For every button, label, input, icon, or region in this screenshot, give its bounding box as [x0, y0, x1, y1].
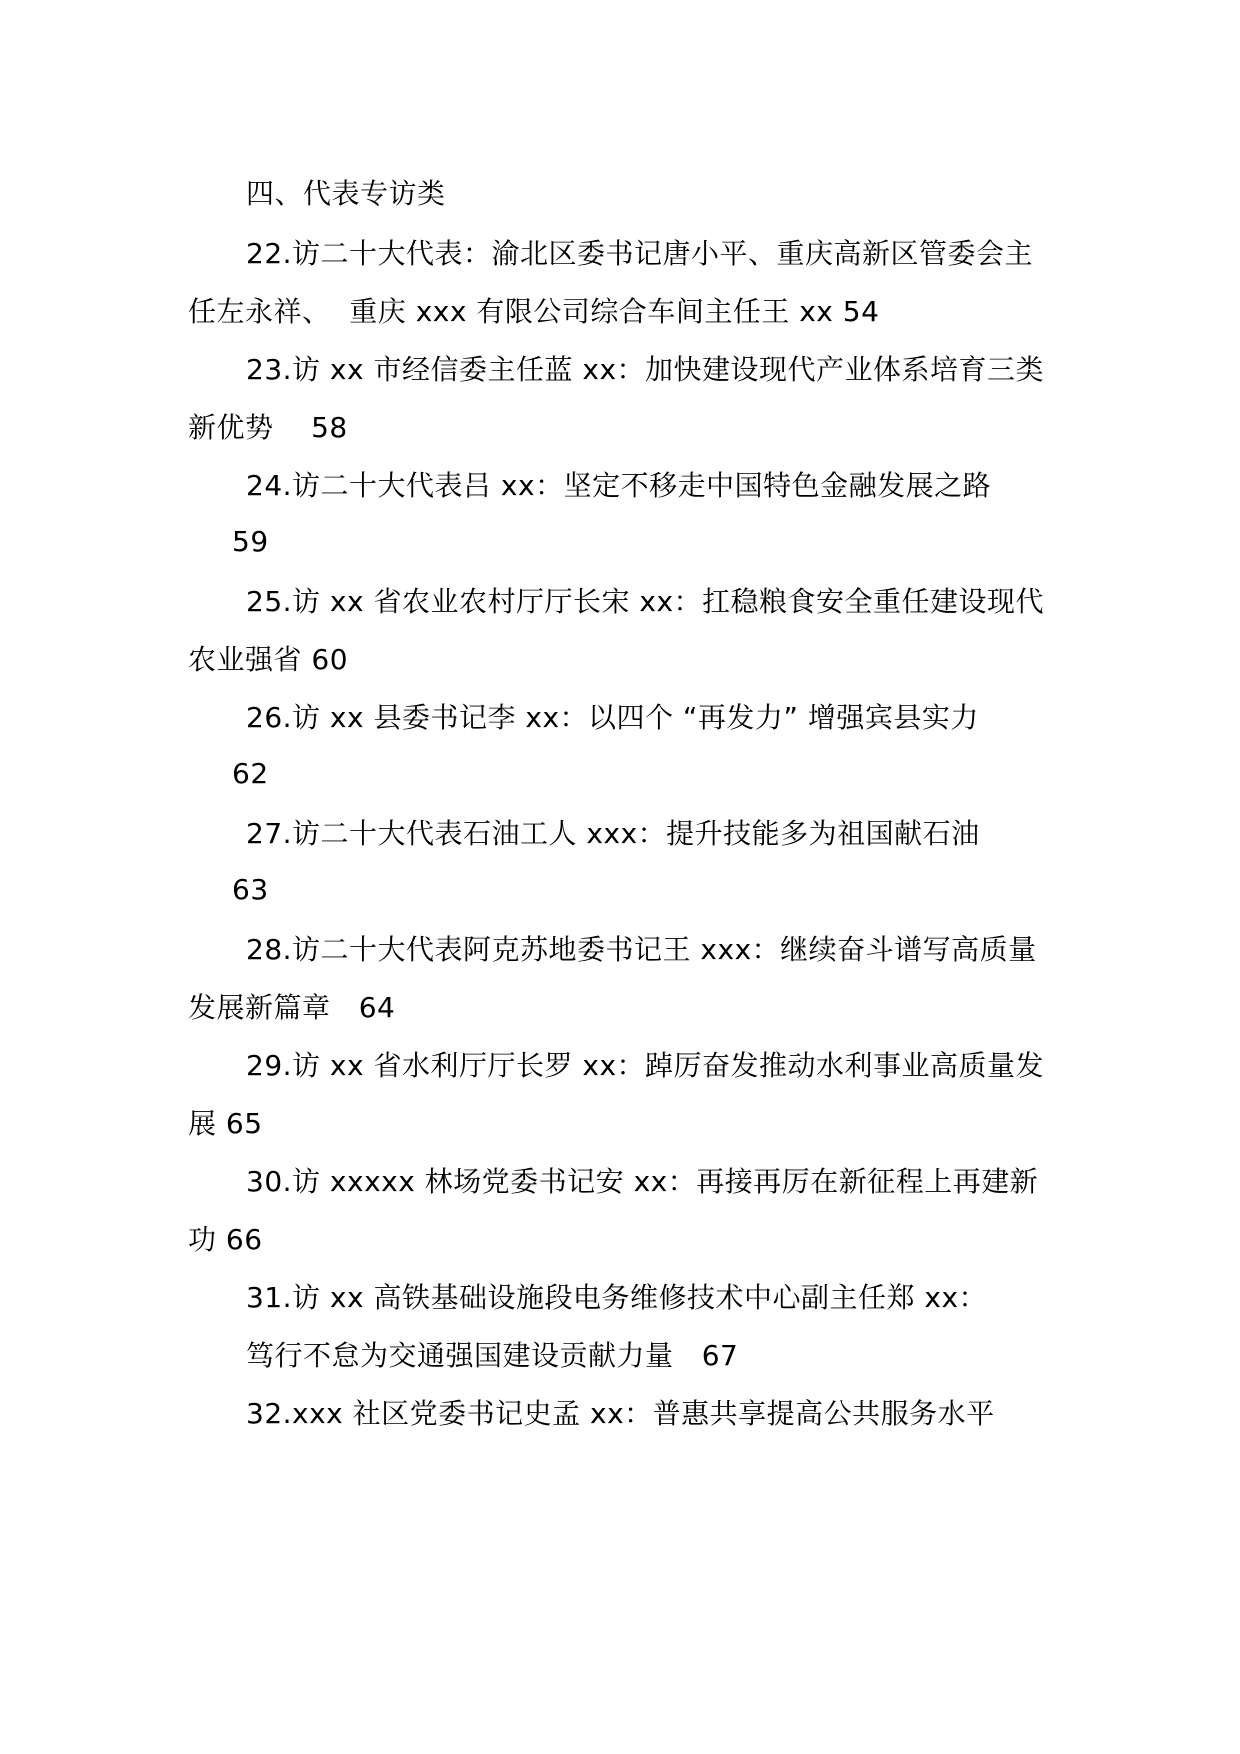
- toc-line: 功 66: [188, 1223, 263, 1256]
- toc-line: 27.访二十大代表石油工人 xxx：提升技能多为祖国献石油: [246, 817, 980, 850]
- toc-line: 任左永祥、 重庆 xxx 有限公司综合车间主任王 xx 54: [188, 295, 880, 328]
- toc-line: 59: [232, 525, 269, 558]
- toc-line: 24.访二十大代表吕 xx：坚定不移走中国特色金融发展之路: [246, 469, 992, 502]
- toc-line: 22.访二十大代表：渝北区委书记唐小平、重庆高新区管委会主: [246, 237, 1034, 270]
- toc-line: 新优势 58: [188, 411, 348, 444]
- toc-line: 发展新篇章 64: [188, 991, 396, 1024]
- toc-line: 23.访 xx 市经信委主任蓝 xx：加快建设现代产业体系培育三类: [246, 353, 1045, 386]
- toc-line: 32.xxx 社区党委书记史孟 xx：普惠共享提高公共服务水平: [246, 1397, 995, 1430]
- toc-line: 30.访 xxxxx 林场党委书记安 xx：再接再厉在新征程上再建新: [246, 1165, 1039, 1198]
- toc-line: 25.访 xx 省农业农村厅厅长宋 xx：扛稳粮食安全重任建设现代: [246, 585, 1045, 618]
- toc-line: 63: [232, 873, 269, 906]
- toc-line: 农业强省 60: [188, 643, 349, 676]
- toc-line: 29.访 xx 省水利厅厅长罗 xx：踔厉奋发推动水利事业高质量发: [246, 1049, 1045, 1082]
- toc-line: 62: [232, 757, 269, 790]
- toc-line: 28.访二十大代表阿克苏地委书记王 xxx：继续奋斗谱写高质量: [246, 933, 1037, 966]
- section-heading: 四、代表专访类: [246, 177, 446, 210]
- toc-line: 26.访 xx 县委书记李 xx：以四个 “再发力” 增强宾县实力: [246, 701, 979, 734]
- toc-line: 31.访 xx 高铁基础设施段电务维修技术中心副主任郑 xx：: [246, 1281, 988, 1314]
- toc-line: 笃行不怠为交通强国建设贡献力量 67: [246, 1339, 739, 1372]
- toc-line: 展 65: [188, 1107, 263, 1140]
